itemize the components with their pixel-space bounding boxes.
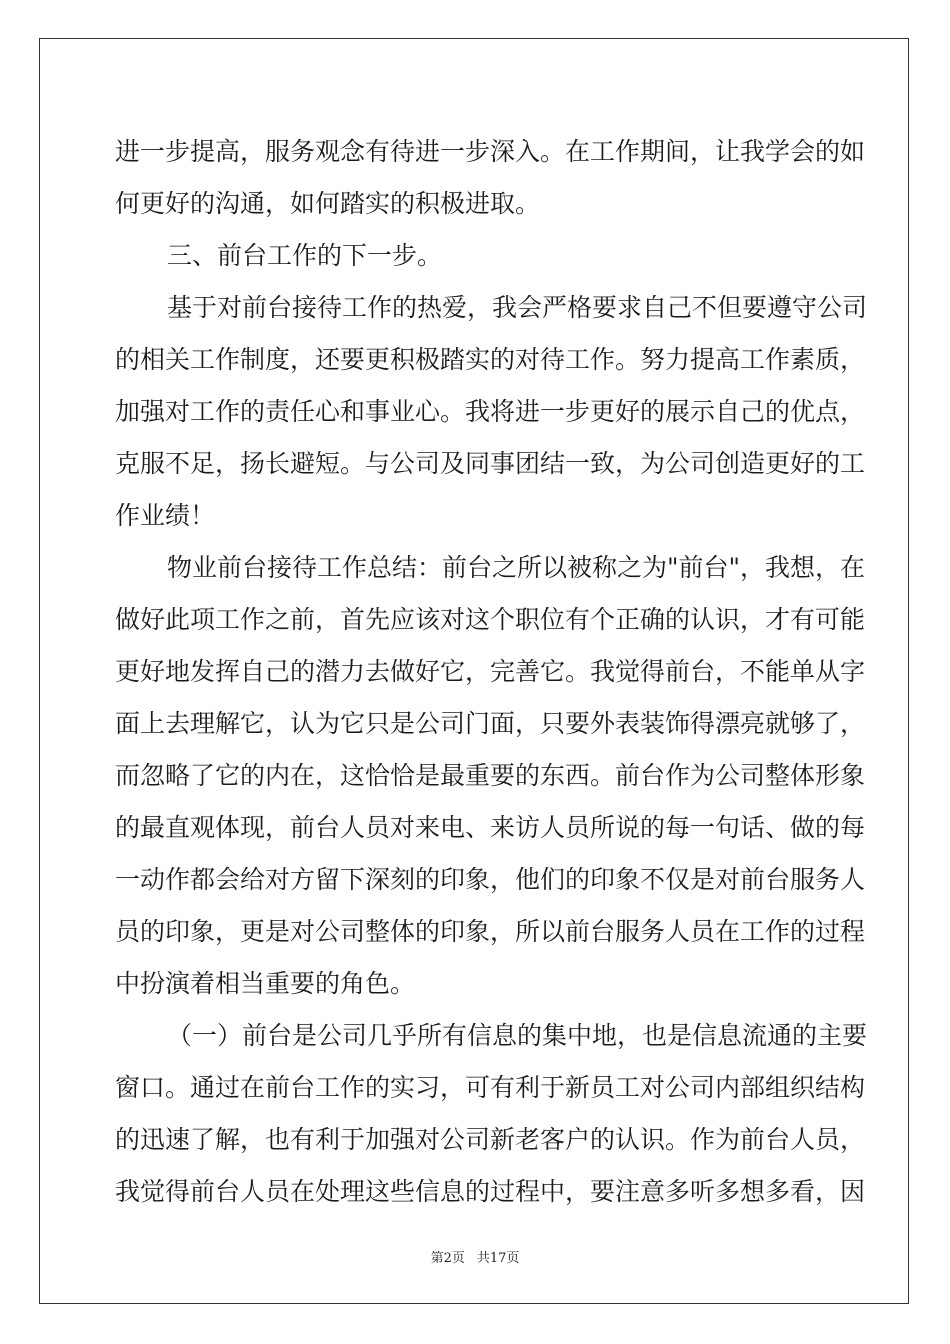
text-line: 中扮演着相当重要的角色。 bbox=[115, 969, 416, 998]
text-line: 克服不足，扬长避短。与公司及同事团结一致，为公司创造更好的工 bbox=[115, 449, 866, 478]
text-line: （一）前台是公司几乎所有信息的集中地，也是信息流通的主要 bbox=[167, 1021, 868, 1050]
page-total: 共17页 bbox=[476, 1251, 520, 1266]
text-line: 加强对工作的责任心和事业心。我将进一步更好的展示自己的优点， bbox=[115, 397, 866, 426]
text-line: 面上去理解它，认为它只是公司门面，只要外表装饰得漂亮就够了， bbox=[115, 709, 866, 738]
text-line: 的相关工作制度，还要更积极踏实的对待工作。努力提高工作素质， bbox=[115, 345, 866, 374]
text-line: 的迅速了解，也有利于加强对公司新老客户的认识。作为前台人员， bbox=[115, 1125, 866, 1154]
text-line: 一动作都会给对方留下深刻的印象，他们的印象不仅是对前台服务人 bbox=[115, 865, 866, 894]
text-line: 进一步提高，服务观念有待进一步深入。在工作期间，让我学会的如 bbox=[115, 137, 866, 166]
text-line: 更好地发挥自己的潜力去做好它，完善它。我觉得前台，不能单从字 bbox=[115, 657, 866, 686]
text-line: 的最直观体现，前台人员对来电、来访人员所说的每一句话、做的每 bbox=[115, 813, 866, 842]
text-line: 我觉得前台人员在处理这些信息的过程中，要注意多听多想多看，因 bbox=[115, 1177, 866, 1206]
text-line: 作业绩！ bbox=[115, 501, 216, 530]
text-line: 物业前台接待工作总结：前台之所以被称之为"前台"，我想，在 bbox=[167, 553, 866, 582]
page-number: 第2页 bbox=[430, 1251, 465, 1266]
text-line: 而忽略了它的内在，这恰恰是最重要的东西。前台作为公司整体形象 bbox=[115, 761, 866, 790]
text-line: 基于对前台接待工作的热爱，我会严格要求自己不但要遵守公司 bbox=[167, 293, 868, 322]
text-line: 窗口。通过在前台工作的实习，可有利于新员工对公司内部组织结构 bbox=[115, 1073, 866, 1102]
text-line: 三、前台工作的下一步。 bbox=[167, 241, 443, 270]
text-line: 员的印象，更是对公司整体的印象，所以前台服务人员在工作的过程 bbox=[115, 917, 866, 946]
document-body bbox=[115, 126, 868, 1218]
text-line: 做好此项工作之前，首先应该对这个职位有个正确的认识，才有可能 bbox=[115, 605, 866, 634]
text-line: 何更好的沟通，如何踏实的积极进取。 bbox=[115, 189, 541, 218]
page-footer bbox=[0, 1247, 950, 1266]
